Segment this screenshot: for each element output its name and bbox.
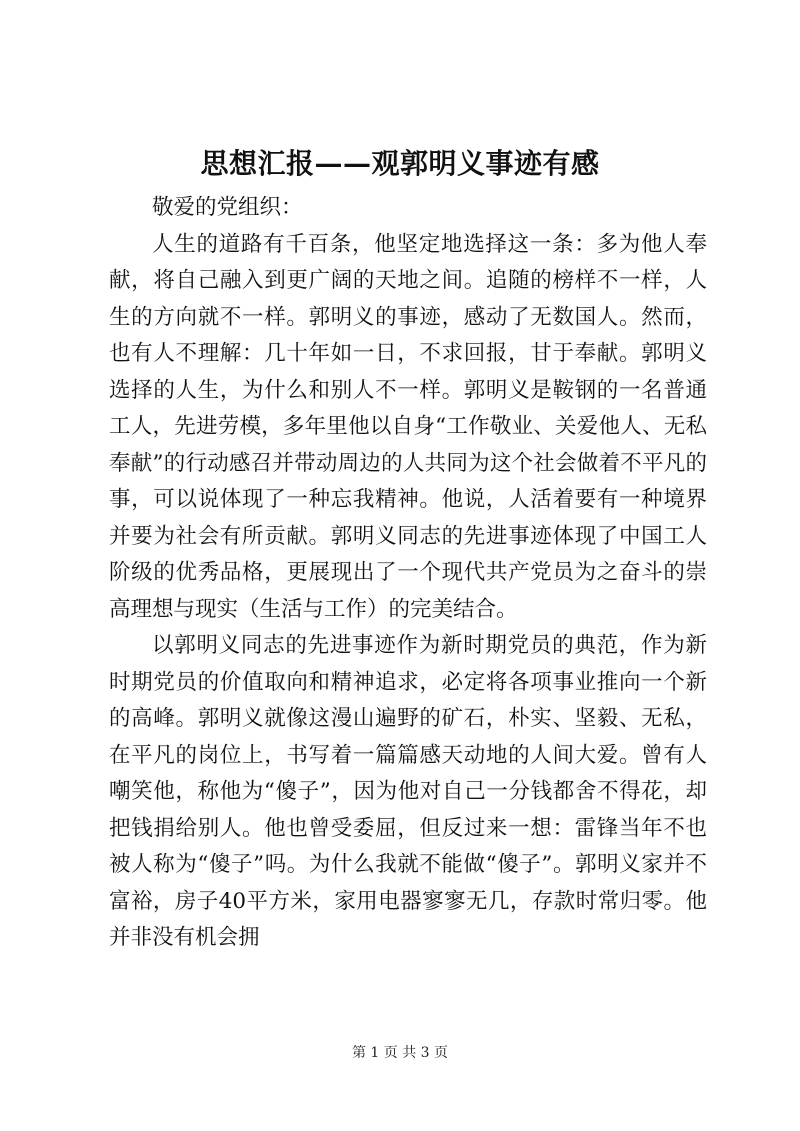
- document-body: [109, 190, 707, 957]
- page-number-footer: 第 1 页 共 3 页: [351, 1045, 449, 1061]
- paragraph-1: 人生的道路有千百条，他坚定地选择这一条：多为他人奉献，将自己融入到更广阔的天地之间。追随的榜样不一样，人生的方向就不一样。郭明义的事迹，感动了无数国人。然而，也有人不理解：几十年如一日，不求回报，甘于奉献。郭明义选择的人生，为什么和别人不一样。郭明义是鞍钢的一名普通工人，先进劳模，多年里他以自身“工作敬业、关爱他人、无私奉献”的行动感召并带动周边的人共同为这个社会做着不平凡的事，可以说体现了一种忘我精神。他说，人活着要有一种境界并要为社会有所贡献。郭明义同志的先进事迹体现了中国工人阶级的优秀品格，更展现出了一个现代共产党员为之奋斗的崇高理想与现实（生活与工作）的完美结合。: [109, 231, 707, 622]
- salutation: 敬爱的党组织：: [152, 195, 303, 220]
- paragraph-2: 以郭明义同志的先进事迹作为新时期党员的典范，作为新时期党员的价值取向和精神追求，必定将各项事业推向一个新的高峰。郭明义就像这漫山遍野的矿石，朴实、坚毅、无私，在平凡的岗位上，书写着一篇篇感天动地的人间大爱。曾有人嘲笑他，称他为“傻子”，因为他对自己一分钱都舍不得花，却把钱捐给别人。他也曾受委屈，但反过来一想：雷锋当年不也被人称为“傻子”吗。为什么我就不能做“傻子”。郭明义家并不富裕，房子40平方米，家用电器寥寥无几，存款时常归零。他并非没有机会拥: [109, 633, 707, 950]
- document-title: 思想汇报——观郭明义事迹有感: [200, 147, 600, 180]
